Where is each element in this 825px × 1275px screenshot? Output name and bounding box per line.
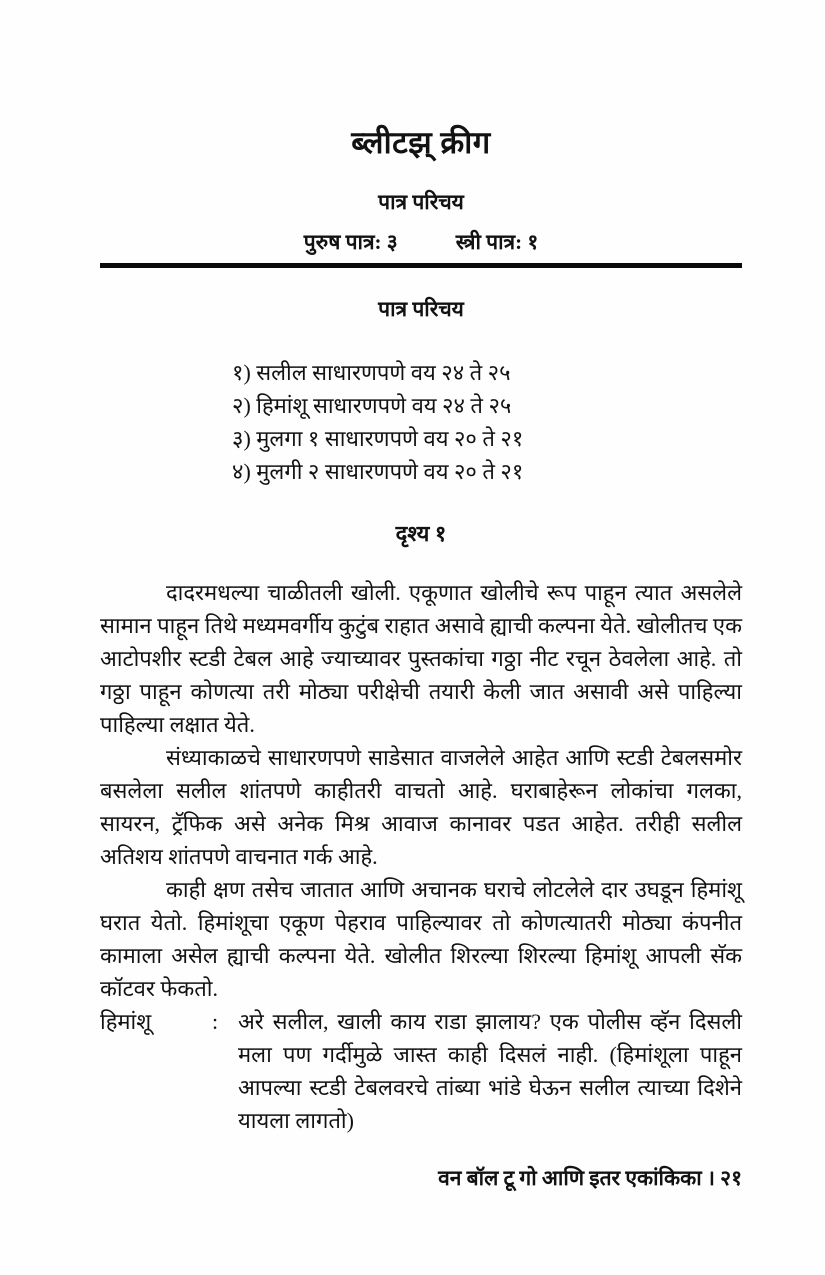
character-list	[100, 356, 742, 488]
scene-heading: दृश्य १	[395, 521, 447, 546]
stage-directions	[100, 576, 742, 1137]
dialogue-speech: अरे सलील, खाली काय राडा झालाय? एक पोलीस व्हॅन दिसली मला पण गर्दीमुळे जास्त काही दिसलं नाही. (हिमांशूला पाहून आपल्या स्टडी टेबलवरचे तांब्या भांडे घेऊन सलील त्याच्या दिशेने यायला लागतो)	[238, 1009, 742, 1133]
character-item: ४) मुलगी २ साधारणपणे वय २० ते २१	[232, 459, 524, 484]
play-title: ब्लीटझ् क्रीग	[351, 125, 491, 160]
male-cast-count: पुरुष पात्र: ३	[303, 230, 398, 254]
character-item: ३) मुलगा १ साधारणपणे वय २० ते २१	[232, 426, 524, 451]
cast-counts-line	[100, 228, 742, 256]
dialogue-line	[100, 1005, 742, 1137]
dialogue-separator: :	[212, 1009, 219, 1034]
cast-intro-heading: पात्र परिचय	[378, 190, 464, 214]
page-content	[100, 0, 742, 1137]
character-list-heading: पात्र परिचय	[378, 297, 464, 321]
page-footer-book-title-and-page-number: वन बॉल टू गो आणि इतर एकांकिका । २१	[438, 1166, 742, 1190]
character-item: २) हिमांशू साधारणपणे वय २४ ते २५	[232, 393, 512, 418]
character-item: १) सलील साधारणपणे वय २४ ते २५	[232, 360, 511, 385]
horizontal-rule	[100, 263, 742, 268]
stage-direction-paragraph: दादरमधल्या चाळीतली खोली. एकूणात खोलीचे रूप पाहून त्यात असलेले सामान पाहून तिथे मध्यमवर्गीय कुटुंब राहात असावे ह्याची कल्पना येते. खोलीतच एक आटोपशीर स्टडी टेबल आहे ज्याच्यावर पुस्तकांचा गठ्ठा नीट रचून ठेवलेला आहे. तो गठ्ठा पाहून कोणत्या तरी मोठ्या परीक्षेची तयारी केली जात असावी असे पाहिल्या पाहिल्या लक्षात येते.	[100, 580, 742, 737]
stage-direction-paragraph: संध्याकाळचे साधारणपणे साडेसात वाजलेले आहेत आणि स्टडी टेबलसमोर बसलेला सलील शांतपणे काहीतरी वाचतो आहे. घराबाहेरून लोकांचा गलका, सायरन, ट्रॅफिक असे अनेक मिश्र आवाज कानावर पडत आहेत. तरीही सलील अतिशय शांतपणे वाचनात गर्क आहे.	[100, 745, 742, 869]
female-cast-count: स्त्री पात्र: १	[455, 230, 539, 254]
dialogue-speaker: हिमांशू	[100, 1009, 152, 1034]
stage-direction-paragraph: काही क्षण तसेच जातात आणि अचानक घराचे लोटलेले दार उघडून हिमांशू घरात येतो. हिमांशूचा एकूण पेहराव पाहिल्यावर तो कोणत्यातरी मोठ्या कंपनीत कामाला असेल ह्याची कल्पना येते. खोलीत शिरल्या शिरल्या हिमांशू आपली सॅक कॉटवर फेकतो.	[100, 877, 742, 1001]
